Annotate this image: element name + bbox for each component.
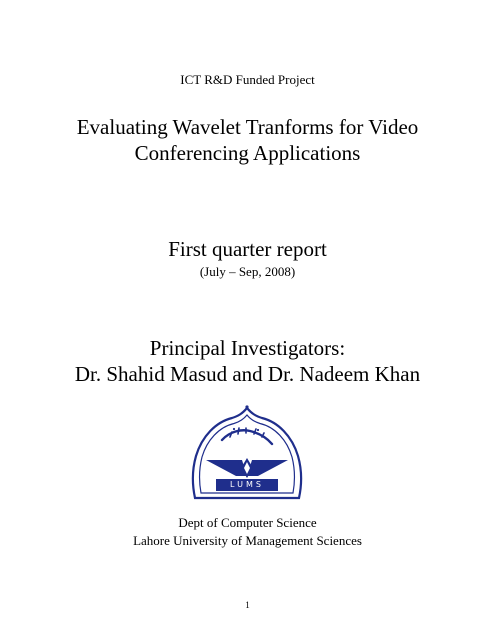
logo-text: LUMS	[230, 480, 264, 489]
report-title: First quarter report	[168, 237, 327, 261]
principal-investigators-names: Dr. Shahid Masud and Dr. Nadeem Khan	[74, 362, 421, 386]
department: Dept of Computer Science	[178, 515, 317, 530]
university: Lahore University of Management Sciences	[133, 533, 362, 548]
title-line-1: Evaluating Wavelet Tranforms for Video	[76, 115, 419, 139]
page-number: 1	[245, 600, 250, 610]
principal-investigators-heading: Principal Investigators:	[149, 336, 346, 360]
lums-logo	[186, 404, 308, 502]
title-line-2: Conferencing Applications	[134, 141, 361, 165]
project-header: ICT R&D Funded Project	[180, 72, 315, 87]
report-period: (July – Sep, 2008)	[199, 264, 296, 279]
